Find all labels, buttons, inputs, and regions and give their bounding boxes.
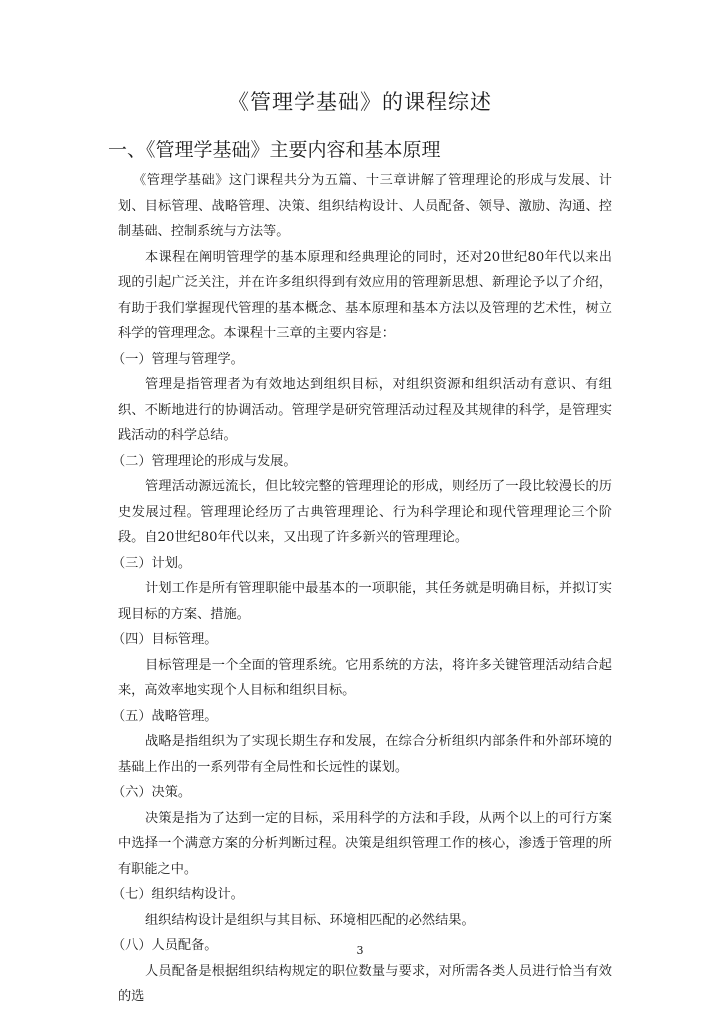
- body-text: [112, 168, 612, 1010]
- section-heading: 一、《管理学基础》主要内容和基本原理: [108, 139, 441, 161]
- page-number: 3: [356, 944, 364, 957]
- paragraph-objective-management: 目标管理是一个全面的管理系统。它用系统的方法，将许多关键管理活动结合起来，高效率地实现个人目标和组织目标。: [118, 657, 612, 698]
- item-heading-8: （八）人员配备。: [112, 938, 218, 953]
- paragraph-management-theory: 管理活动源远流长，但比较完整的管理理论的形成，则经历了一段比较漫长的历史发展过程。管理理论经历了古典管理理论、行为科学理论和现代管理理论三个阶段。自20世纪80年代以来，又出现了许多新兴的管理理论。: [118, 479, 612, 545]
- paragraph-course-overview: 《管理学基础》这门课程共分为五篇、十三章讲解了管理理论的形成与发展、计划、目标管理、战略管理、决策、组织结构设计、人员配备、领导、激励、沟通、控制基础、控制系统与方法等。: [118, 173, 612, 239]
- paragraph-org-design: 组织结构设计是组织与其目标、环境相匹配的必然结果。: [145, 912, 475, 928]
- item-heading-3: （三）计划。: [112, 555, 192, 571]
- paragraph-management: 管理是指管理者为有效地达到组织目标，对组织资源和组织活动有意识、有组织、不断地进行的协调活动。管理学是研究管理活动过程及其规律的科学，是管理实践活动的科学总结。: [118, 377, 612, 443]
- paragraph-staffing: 人员配备是根据组织结构规定的职位数量与要求，对所需各类人员进行恰当有效的选: [118, 963, 612, 1004]
- item-heading-5: （五）战略管理。: [112, 708, 218, 724]
- item-heading-2: （二）管理理论的形成与发展。: [112, 453, 297, 469]
- paragraph-decision: 决策是指为了达到一定的目标，采用科学的方法和手段，从两个以上的可行方案中选择一个满意方案的分析判断过程。决策是组织管理工作的核心，渗透于管理的所有职能之中。: [118, 810, 612, 877]
- paragraph-course-intro: 本课程在阐明管理学的基本原理和经典理论的同时，还对20世纪80年代以来出现的引起广泛关注，并在许多组织得到有效应用的管理新思想、新理论予以了介绍，有助于我们掌握现代管理的基本概念、基本原理和基本方法以及管理的艺术性，树立科学的管理理念。本课程十三章的主要内容是：: [118, 249, 612, 341]
- item-heading-4: （四）目标管理。: [112, 632, 218, 647]
- paragraph-strategy: 战略是指组织为了实现长期生存和发展，在综合分析组织内部条件和外部环境的基础上作出的一系列带有全局性和长远性的谋划。: [118, 734, 612, 775]
- item-heading-6: （六）决策。: [112, 785, 192, 800]
- item-heading-7: （七）组织结构设计。: [112, 887, 244, 902]
- document-title: 《管理学基础》的课程综述: [228, 90, 492, 114]
- item-heading-1: （一）管理与管理学。: [112, 351, 244, 367]
- paragraph-planning: 计划工作是所有管理职能中最基本的一项职能，其任务就是明确目标，并拟订实现目标的方案、措施。: [118, 581, 612, 622]
